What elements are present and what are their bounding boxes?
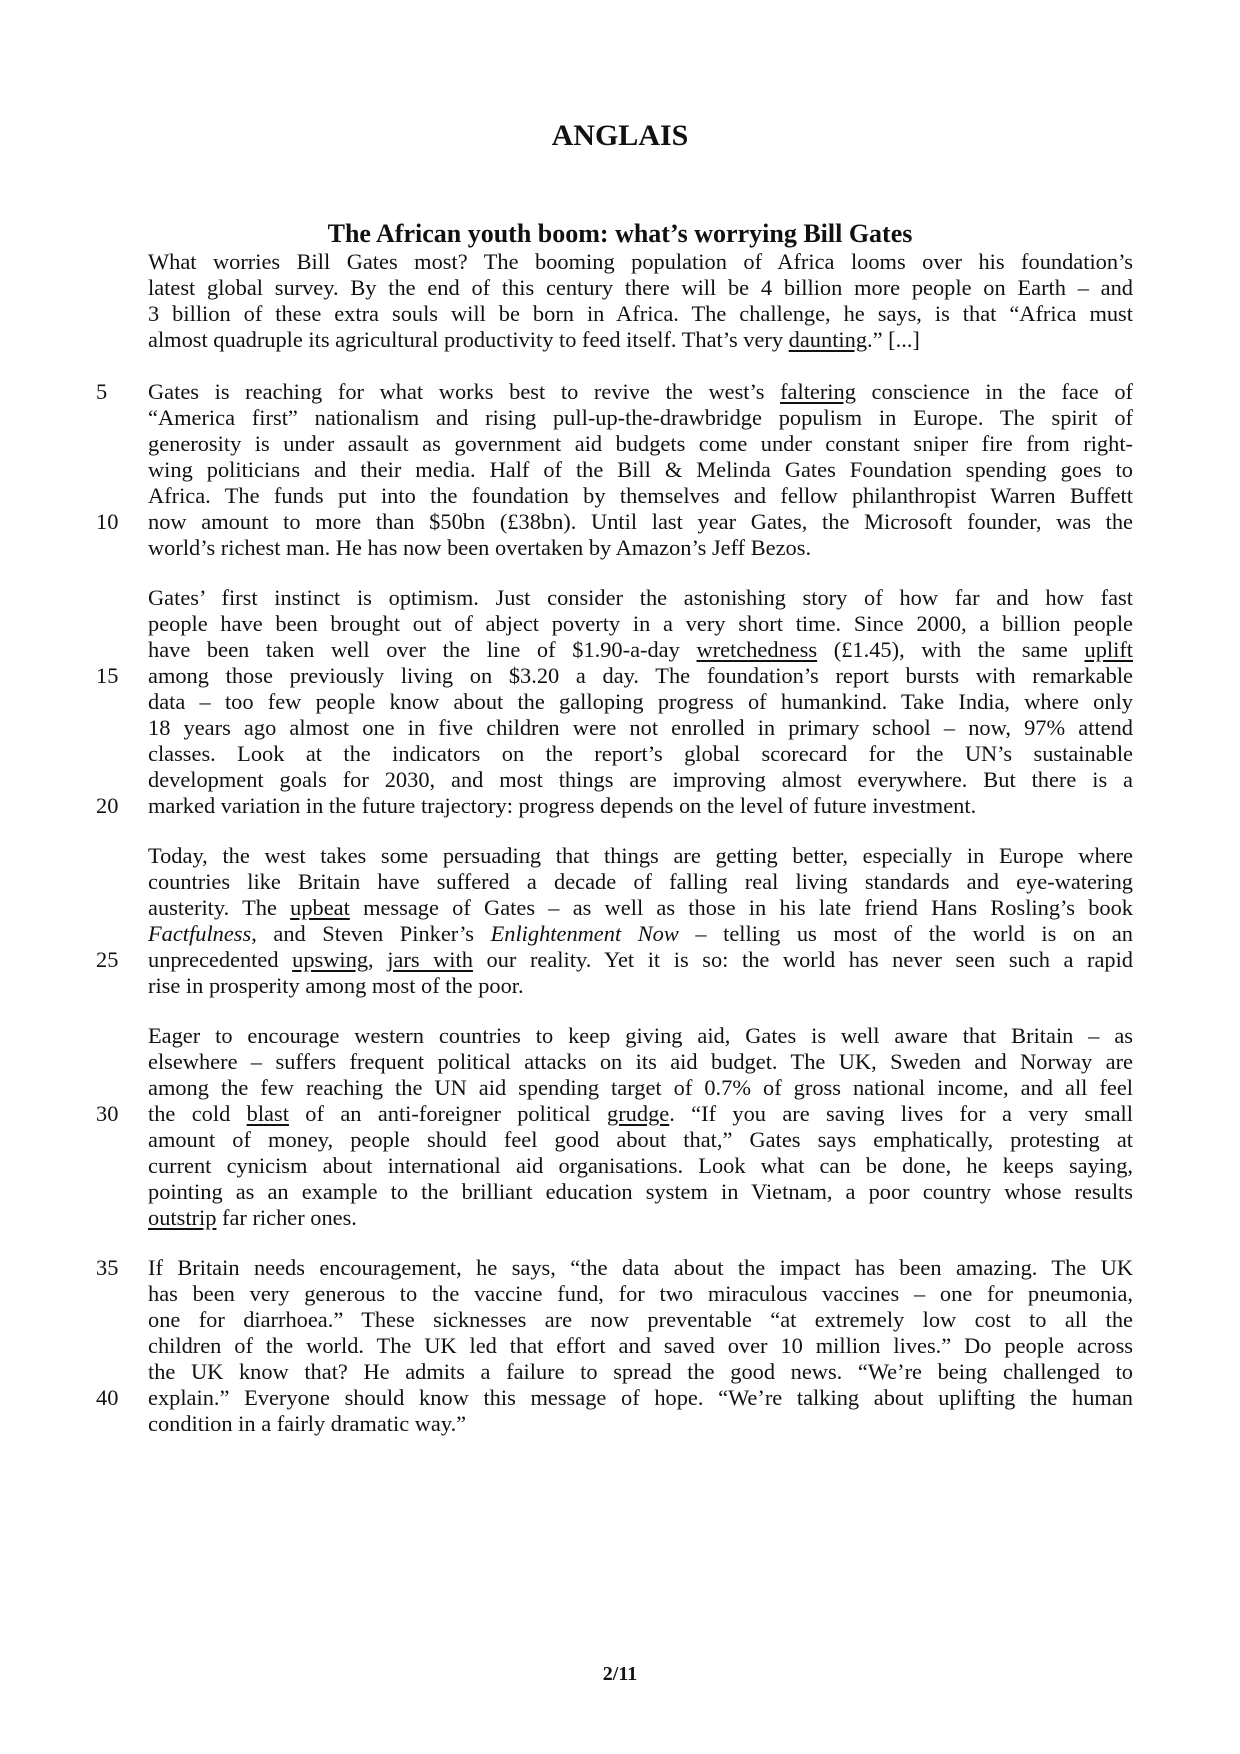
text-line: classes. Look at the indicators on the report’s global scorecard for the UN’s sustainable [148, 741, 1133, 766]
text-line: almost quadruple its agricultural productivity to feed itself. That’s very daunting.” [...] [148, 327, 920, 352]
text-line: pointing as an example to the brilliant education system in Vietnam, a poor country whose results [148, 1179, 1133, 1204]
text-line: If Britain needs encouragement, he says, “the data about the impact has been amazing. The UK [148, 1255, 1133, 1280]
text-line: explain.” Everyone should know this message of hope. “We’re talking about uplifting the human [148, 1385, 1133, 1410]
text-line: current cynicism about international aid organisations. Look what can be done, he keeps saying, [148, 1153, 1133, 1178]
text-line: generosity is under assault as government aid budgets come under constant sniper fire from right- [148, 431, 1133, 456]
underlined-word: upswing [292, 947, 369, 972]
book-title: Factfulness [148, 921, 252, 946]
text-line: world’s richest man. He has now been overtaken by Amazon’s Jeff Bezos. [148, 535, 812, 560]
text-line: Today, the west takes some persuading that things are getting better, especially in Europe where [148, 843, 1133, 868]
underlined-word: blast [246, 1101, 289, 1126]
book-title: Enlightenment Now [490, 921, 679, 946]
text-line: people have been brought out of abject poverty in a very short time. Since 2000, a billion people [148, 611, 1133, 636]
text-line: Gates’ first instinct is optimism. Just consider the astonishing story of how far and how fast [148, 585, 1133, 610]
page-number: 2/11 [602, 1663, 638, 1685]
line-number: 25 [96, 947, 119, 972]
text-line: now amount to more than $50bn (£38bn). Until last year Gates, the Microsoft founder, was the [148, 509, 1133, 534]
text-line: Eager to encourage western countries to keep giving aid, Gates is well aware that Britain – as [148, 1023, 1133, 1048]
text-line: amount of money, people should feel good about that,” Gates says emphatically, protesting at [148, 1127, 1133, 1152]
text-line: wing politicians and their media. Half of the Bill & Melinda Gates Foundation spending goes to [148, 457, 1133, 482]
text-line: has been very generous to the vaccine fund, for two miraculous vaccines – one for pneumonia, [148, 1281, 1133, 1306]
text-line: 18 years ago almost one in five children were not enrolled in primary school – now, 97% attend [148, 715, 1133, 740]
text-line: outstrip far richer ones. [148, 1205, 357, 1230]
text-line: rise in prosperity among most of the poor. [148, 973, 524, 998]
line-number: 35 [96, 1255, 119, 1280]
text-line: among those previously living on $3.20 a day. The foundation’s report bursts with remarkable [148, 663, 1133, 688]
line-number: 30 [96, 1101, 119, 1126]
underlined-word: upbeat [290, 895, 350, 920]
page-heading: ANGLAIS [551, 119, 689, 152]
text-line: unprecedented upswing, jars with our reality. Yet it is so: the world has never seen such a rapid [148, 947, 1133, 972]
text-line: elsewhere – suffers frequent political attacks on its aid budget. The UK, Sweden and Norway are [148, 1049, 1133, 1074]
text-line: the cold blast of an anti-foreigner political grudge. “If you are saving lives for a very small [148, 1101, 1133, 1126]
text-line: development goals for 2030, and most things are improving almost everywhere. But there is a [148, 767, 1133, 792]
underlined-word: outstrip [148, 1205, 217, 1230]
text-line: 3 billion of these extra souls will be born in Africa. The challenge, he says, is that “Africa must [148, 301, 1133, 326]
text-line: countries like Britain have suffered a decade of falling real living standards and eye-watering [148, 869, 1133, 894]
text-line: children of the world. The UK led that effort and saved over 10 million lives.” Do people across [148, 1333, 1133, 1358]
text-line: condition in a fairly dramatic way.” [148, 1411, 467, 1436]
underlined-word: daunting [788, 327, 868, 352]
underlined-word: faltering [780, 379, 856, 404]
underlined-word: grudge [607, 1101, 670, 1126]
text-line: one for diarrhoea.” These sicknesses are now preventable “at extremely low cost to all the [148, 1307, 1133, 1332]
line-number: 15 [96, 663, 119, 688]
line-number: 40 [96, 1385, 119, 1410]
text-line: latest global survey. By the end of this century there will be 4 billion more people on Earth – and [148, 275, 1133, 300]
text-line: Factfulness, and Steven Pinker’s Enlightenment Now – telling us most of the world is on an [148, 921, 1133, 946]
text-line: “America first” nationalism and rising pull-up-the-drawbridge populism in Europe. The spirit of [148, 405, 1133, 430]
text-line: Gates is reaching for what works best to revive the west’s faltering conscience in the face of [148, 379, 1133, 404]
underlined-word: jars with [387, 947, 473, 972]
text-line: What worries Bill Gates most? The booming population of Africa looms over his foundation’s [148, 249, 1133, 274]
text-line: data – too few people know about the galloping progress of humankind. Take India, where only [148, 689, 1133, 714]
line-number: 5 [96, 379, 108, 404]
text-line: the UK know that? He admits a failure to spread the good news. “We’re being challenged to [148, 1359, 1133, 1384]
text-line: marked variation in the future trajectory: progress depends on the level of future investment. [148, 793, 977, 818]
article-title: The African youth boom: what’s worrying Bill Gates [327, 219, 913, 248]
text-line: Africa. The funds put into the foundation by themselves and fellow philanthropist Warren Buffett [148, 483, 1133, 508]
text-line: austerity. The upbeat message of Gates – as well as those in his late friend Hans Rosling’s book [148, 895, 1133, 920]
text-line: have been taken well over the line of $1.90-a-day wretchedness (£1.45), with the same uplift [148, 637, 1134, 662]
line-number: 10 [96, 509, 119, 534]
line-number: 20 [96, 793, 119, 818]
underlined-word: uplift [1084, 637, 1134, 662]
text-line: among the few reaching the UN aid spending target of 0.7% of gross national income, and all feel [148, 1075, 1133, 1100]
underlined-word: wretchedness [696, 637, 818, 662]
